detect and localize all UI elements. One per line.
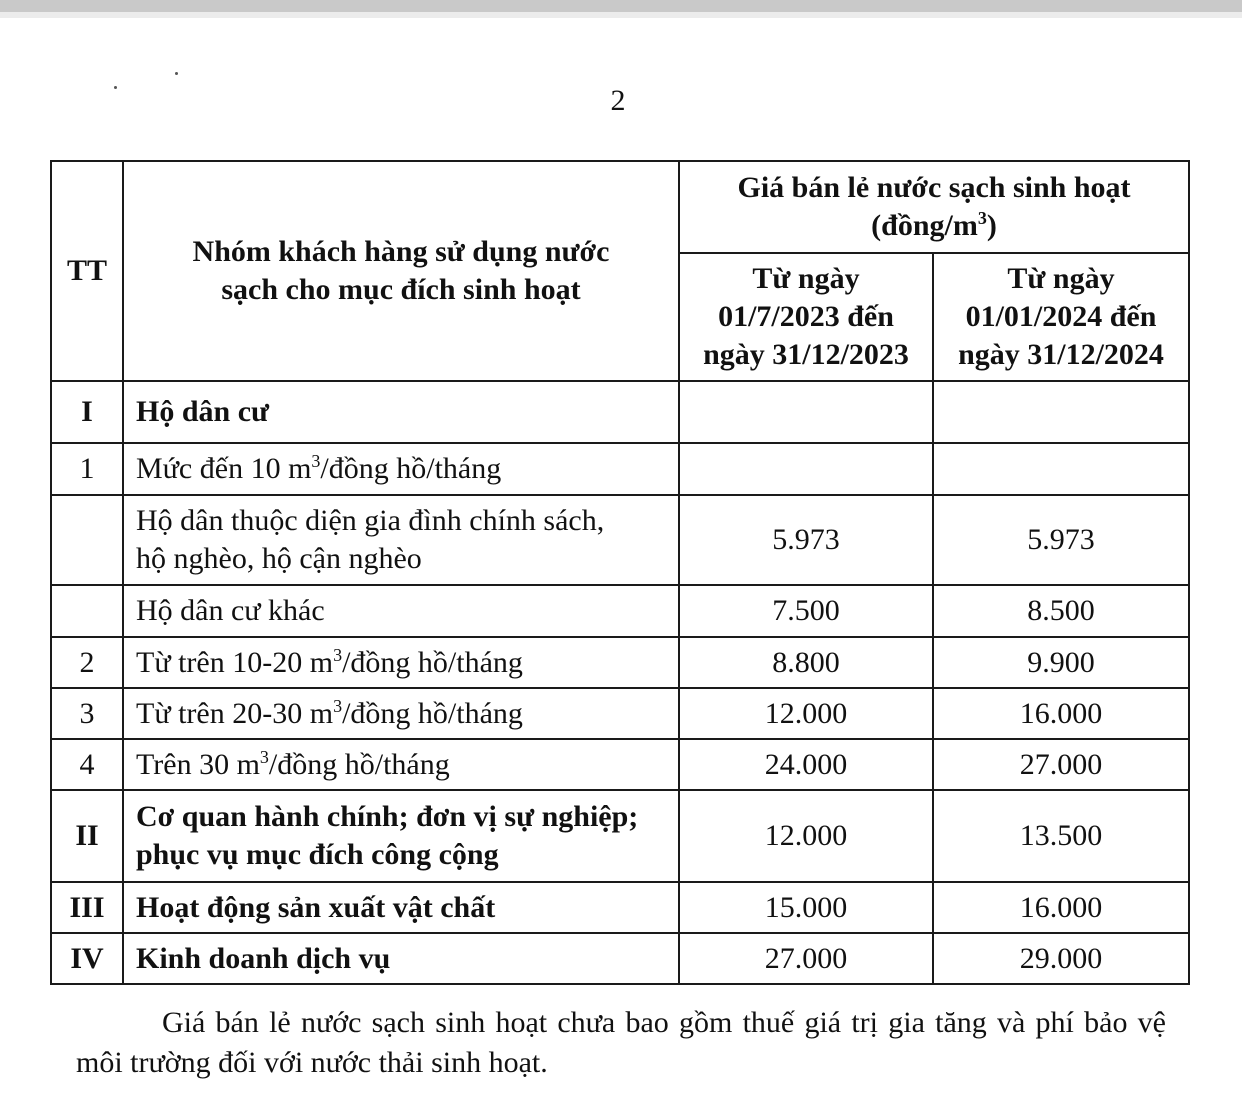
scan-top-shadow: [0, 12, 1242, 18]
table-row: 3 Từ trên 20-30 $m^3$/đồng hồ/tháng 12.000 16.000: [51, 688, 1189, 739]
water-price-table: [50, 160, 1190, 985]
header-period-2024: Từ ngày 01/01/2024 đến ngày 31/12/2024: [933, 253, 1189, 381]
header-customer-group: Nhóm khách hàng sử dụng nước sạch cho mục đích sinh hoạt: [123, 161, 679, 381]
page-number: 2: [610, 84, 626, 117]
scan-speck: [175, 72, 178, 75]
header-tt: TT: [51, 161, 123, 381]
table-row: I Hộ dân cư: [51, 381, 1189, 443]
table-row: 1 Mức đến 10 $m^3$/đồng hồ/tháng: [51, 443, 1189, 495]
scan-top-edge: [0, 0, 1242, 12]
table-row: Hộ dân thuộc diện gia đình chính sách, hộ nghèo, hộ cận nghèo 5.973 5.973: [51, 495, 1189, 585]
table-header-row: [51, 161, 1189, 253]
table-row: Hộ dân cư khác 7.500 8.500: [51, 585, 1189, 637]
table-row: 2 Từ trên 10-20 $m^3$/đồng hồ/tháng 8.800 9.900: [51, 637, 1189, 688]
header-period-2023: Từ ngày 01/7/2023 đến ngày 31/12/2023: [679, 253, 933, 381]
table-row: III Hoạt động sản xuất vật chất 15.000 16.000: [51, 882, 1189, 933]
price-note: Giá bán lẻ nước sạch sinh hoạt chưa bao gồm thuế giá trị gia tăng và phí bảo vệ môi trường đối với nước thải sinh hoạt.: [76, 1006, 1166, 1079]
header-price-title: Giá bán lẻ nước sạch sinh hoạt $(đồng/m^3)$: [679, 161, 1189, 253]
table-row: 4 Trên 30 $m^3$/đồng hồ/tháng 24.000 27.000: [51, 739, 1189, 790]
table-row: IV Kinh doanh dịch vụ 27.000 29.000: [51, 933, 1189, 984]
table-row: II Cơ quan hành chính; đơn vị sự nghiệp; phục vụ mục đích công cộng 12.000 13.500: [51, 790, 1189, 882]
